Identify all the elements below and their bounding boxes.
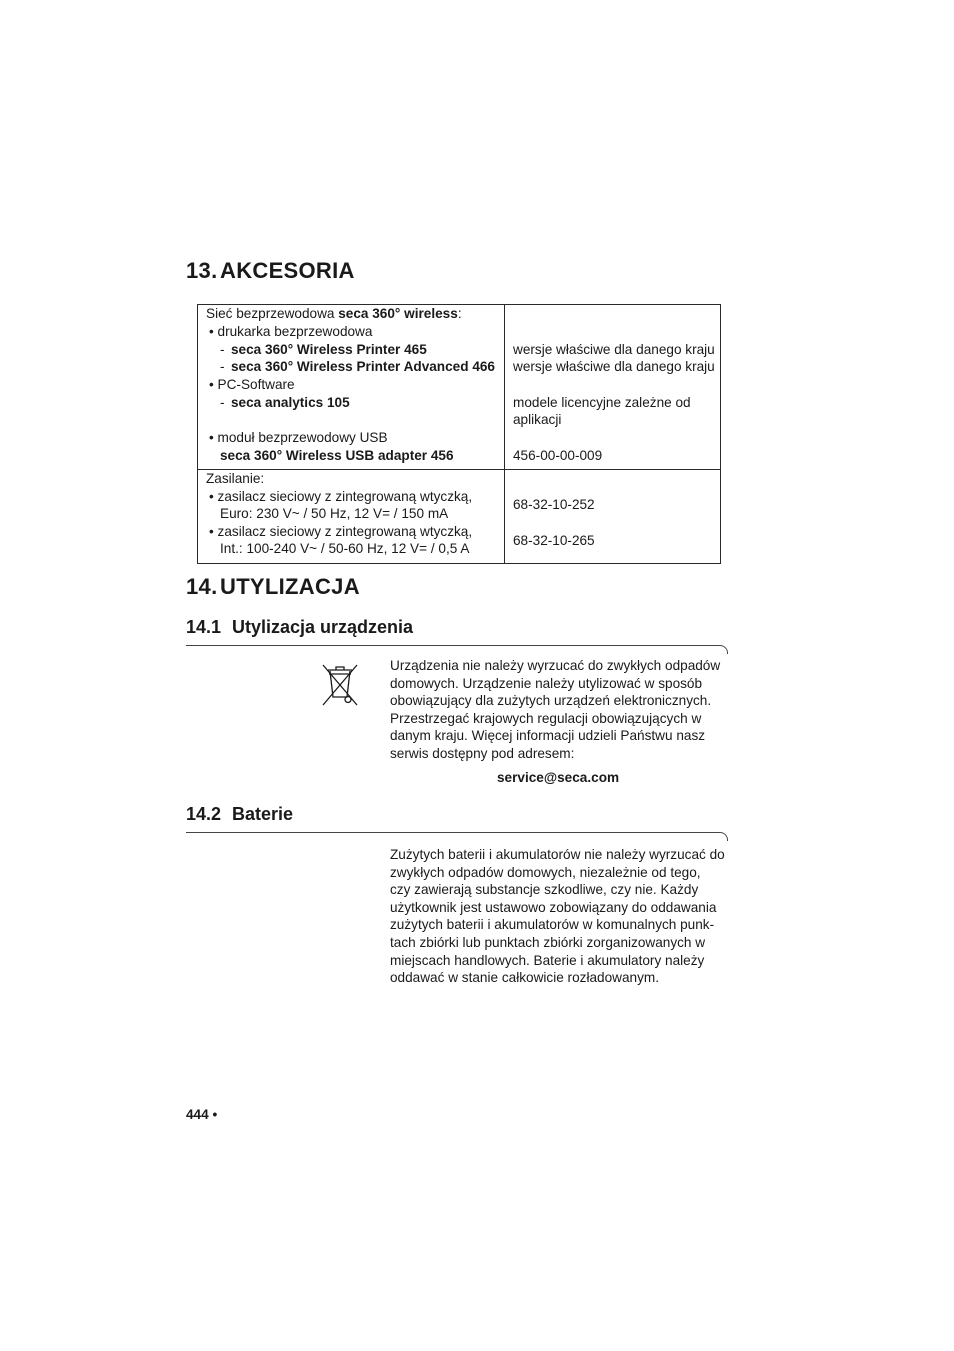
section-13-number: 13. bbox=[186, 258, 218, 283]
paragraph-line: domowych. Urządzenie należy utylizować w sposób bbox=[390, 675, 703, 691]
subsection-14-2-title: Baterie bbox=[232, 804, 294, 824]
bullet-printer: • drukarka bezprzewodowa bbox=[209, 324, 373, 339]
bullet-usb: • moduł bezprzewodowy USB bbox=[209, 430, 388, 445]
paragraph-line: użytkownik jest ustawowo zobowiązany do oddawania bbox=[390, 899, 717, 915]
analytics-value-line1: modele licencyjne zależne od bbox=[513, 395, 691, 410]
printer-465-value: wersje właściwe dla danego kraju bbox=[513, 342, 715, 357]
psu2-value: 68-32-10-265 bbox=[513, 533, 595, 548]
table-cell bbox=[505, 305, 721, 470]
divider bbox=[186, 832, 720, 833]
dash: - bbox=[220, 359, 225, 374]
dash: - bbox=[220, 342, 225, 357]
psu1-line1: • zasilacz sieciowy z zintegrowaną wtyczką, bbox=[209, 489, 473, 504]
table-row bbox=[198, 470, 721, 564]
table-cell bbox=[505, 470, 721, 564]
paragraph-line: Urządzenia nie należy wyrzucać do zwykłych odpadów bbox=[390, 658, 721, 673]
paragraph-line: oddawać w stanie całkowicie rozładowanym. bbox=[390, 970, 659, 986]
section-13-title: AKCESORIA bbox=[220, 258, 355, 283]
table-cell bbox=[198, 305, 505, 470]
printer-466-name: seca 360° Wireless Printer Advanced 466 bbox=[231, 359, 495, 374]
paragraph-line: Przestrzegać krajowych regulacji obowiązujących w bbox=[390, 710, 702, 726]
table-row bbox=[198, 305, 721, 470]
paragraph-line: tach zbiórki lub punktach zbiórki zorganizowanych w bbox=[390, 934, 706, 950]
accessories-table bbox=[197, 304, 721, 564]
paragraph-line: serwis dostępny pod adresem: bbox=[390, 745, 575, 761]
paragraph-line: Zużytych baterii i akumulatorów nie należy wyrzucać do bbox=[390, 847, 725, 862]
usb-adapter-value: 456-00-00-009 bbox=[513, 448, 603, 463]
subsection-14-1-number: 14.1 bbox=[186, 617, 222, 637]
subsection-14-1-heading bbox=[186, 617, 413, 638]
subsection-14-2-number: 14.2 bbox=[186, 804, 222, 824]
divider-curl bbox=[719, 645, 728, 654]
crossed-out-wheelie-bin-icon bbox=[320, 662, 360, 708]
section-14-heading bbox=[186, 574, 360, 600]
disposal-paragraph bbox=[390, 657, 735, 763]
divider-curl bbox=[719, 832, 728, 841]
paragraph-line: danym kraju. Więcej informacji udzieli Państwu nasz bbox=[390, 728, 706, 744]
paragraph-line: czy zawierają substancje szkodliwe, czy nie. Każdy bbox=[390, 882, 699, 898]
printer-466-value: wersje właściwe dla danego kraju bbox=[513, 359, 715, 374]
paragraph-line: miejscach handlowych. Baterie i akumulatory należy bbox=[390, 952, 705, 968]
analytics-name: seca analytics 105 bbox=[231, 395, 350, 410]
analytics-value-line2: aplikacji bbox=[513, 412, 562, 427]
page-number: 444 • bbox=[186, 1107, 218, 1122]
bullet-software: • PC-Software bbox=[209, 377, 295, 392]
psu1-line2: Euro: 230 V~ / 50 Hz, 12 V= / 150 mA bbox=[220, 506, 449, 521]
paragraph-line: zużytych baterii i akumulatorów w komunalnych punk- bbox=[390, 917, 715, 933]
batteries-paragraph bbox=[390, 846, 735, 987]
power-supply-label: Zasilanie: bbox=[206, 471, 265, 486]
subsection-14-2-heading bbox=[186, 804, 293, 825]
service-email: service@seca.com bbox=[497, 770, 620, 785]
section-13-heading bbox=[186, 258, 355, 284]
divider bbox=[186, 645, 720, 646]
paragraph-line: zwykłych odpadów domowych, niezależnie od tego, bbox=[390, 864, 701, 880]
paragraph-line: obowiązujący dla zużytych urządzeń elektronicznych. bbox=[390, 693, 712, 709]
section-14-title: UTYLIZACJA bbox=[220, 574, 360, 599]
wireless-intro: Sieć bezprzewodowa seca 360° wireless: bbox=[206, 306, 462, 321]
section-14-number: 14. bbox=[186, 574, 218, 599]
table-cell bbox=[198, 470, 505, 564]
psu2-line1: • zasilacz sieciowy z zintegrowaną wtyczką, bbox=[209, 524, 473, 539]
usb-adapter-name: seca 360° Wireless USB adapter 456 bbox=[220, 448, 454, 463]
psu2-line2: Int.: 100-240 V~ / 50-60 Hz, 12 V= / 0,5 A bbox=[220, 541, 470, 556]
psu1-value: 68-32-10-252 bbox=[513, 497, 595, 512]
dash: - bbox=[220, 395, 225, 410]
subsection-14-1-title: Utylizacja urządzenia bbox=[232, 617, 414, 637]
printer-465-name: seca 360° Wireless Printer 465 bbox=[231, 342, 427, 357]
